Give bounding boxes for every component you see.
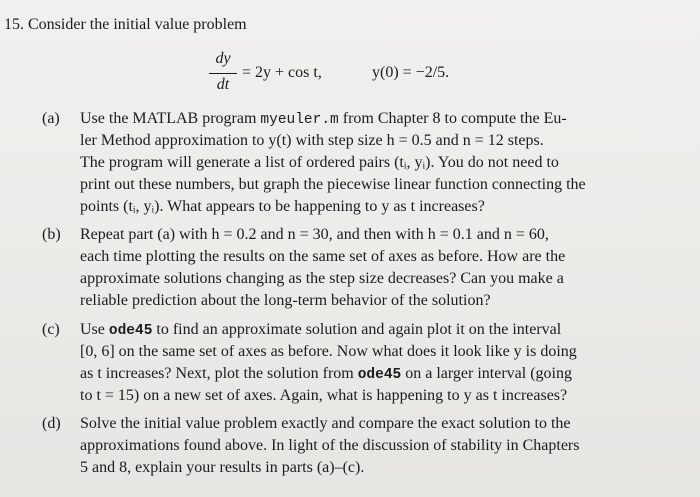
part-d-line-1: Solve the initial value problem exactly and compare the exact solution to the xyxy=(80,415,571,432)
part-c-line-1 xyxy=(80,320,561,341)
part-b-line-3: approximate solutions changing as the step size decreases? Can you make a xyxy=(80,270,564,287)
part-b-label: (b) xyxy=(42,226,61,243)
problem-number: 15. xyxy=(4,16,24,33)
problem-title: Consider the initial value problem xyxy=(28,16,247,33)
part-c-line-3 xyxy=(80,364,572,385)
part-a-line-4: print out these numbers, but graph the piecewise linear function connecting the xyxy=(80,176,586,193)
part-a-line-1 xyxy=(80,109,567,130)
part-d-label: (d) xyxy=(42,415,61,432)
part-c-text: as t increases? Next, plot the solution from xyxy=(80,365,358,382)
fraction-numerator: dy xyxy=(215,50,231,67)
part-c-line-4: to t = 15) on a new set of axes. Again, what is happening to y as t increases? xyxy=(80,387,568,404)
part-d-line-2: approximations found above. In light of the discussion of stability in Chapters xyxy=(80,437,580,454)
part-a-label: (a) xyxy=(42,110,60,127)
part-a-line-2: ler Method approximation to y(t) with step size h = 0.5 and n = 12 steps. xyxy=(80,132,544,149)
fraction-denominator: dt xyxy=(216,76,230,93)
code-myeuler: myeuler.m xyxy=(260,112,339,128)
equation-rhs: = 2y + cos t, xyxy=(242,64,322,81)
initial-condition: y(0) = −2/5. xyxy=(372,64,450,81)
part-b-line-1: Repeat part (a) with h = 0.2 and n = 30, and then with h = 0.1 and n = 60, xyxy=(80,226,549,243)
part-d-line-3: 5 and 8, explain your results in parts (a)–(c). xyxy=(80,459,365,476)
problem-header xyxy=(4,15,247,35)
part-a-line-5: points (tᵢ, yᵢ). What appears to be happening to y as t increases? xyxy=(80,198,485,215)
part-b-line-4: reliable prediction about the long-term behavior of the solution? xyxy=(80,292,491,309)
part-a-text: from Chapter 8 to compute the Eu- xyxy=(338,110,567,127)
part-c-text: Use xyxy=(80,321,109,338)
code-ode45: ode45 xyxy=(108,323,153,339)
part-c-text: to find an approximate solution and again plot it on the interval xyxy=(152,321,562,338)
part-c-label: (c) xyxy=(42,321,60,338)
fraction-bar xyxy=(209,73,237,74)
part-c-line-2: [0, 6] on the same set of axes as before. Now what does it look like y is doing xyxy=(80,343,577,360)
part-c-text: on a larger interval (going xyxy=(401,365,572,382)
part-a-text: Use the MATLAB program xyxy=(80,110,261,127)
code-ode45: ode45 xyxy=(357,367,402,383)
part-b-line-2: each time plotting the results on the same set of axes as before. How are the xyxy=(80,248,566,265)
part-a-line-3: The program will generate a list of ordered pairs (tᵢ, yᵢ). You do not need to xyxy=(80,154,559,171)
